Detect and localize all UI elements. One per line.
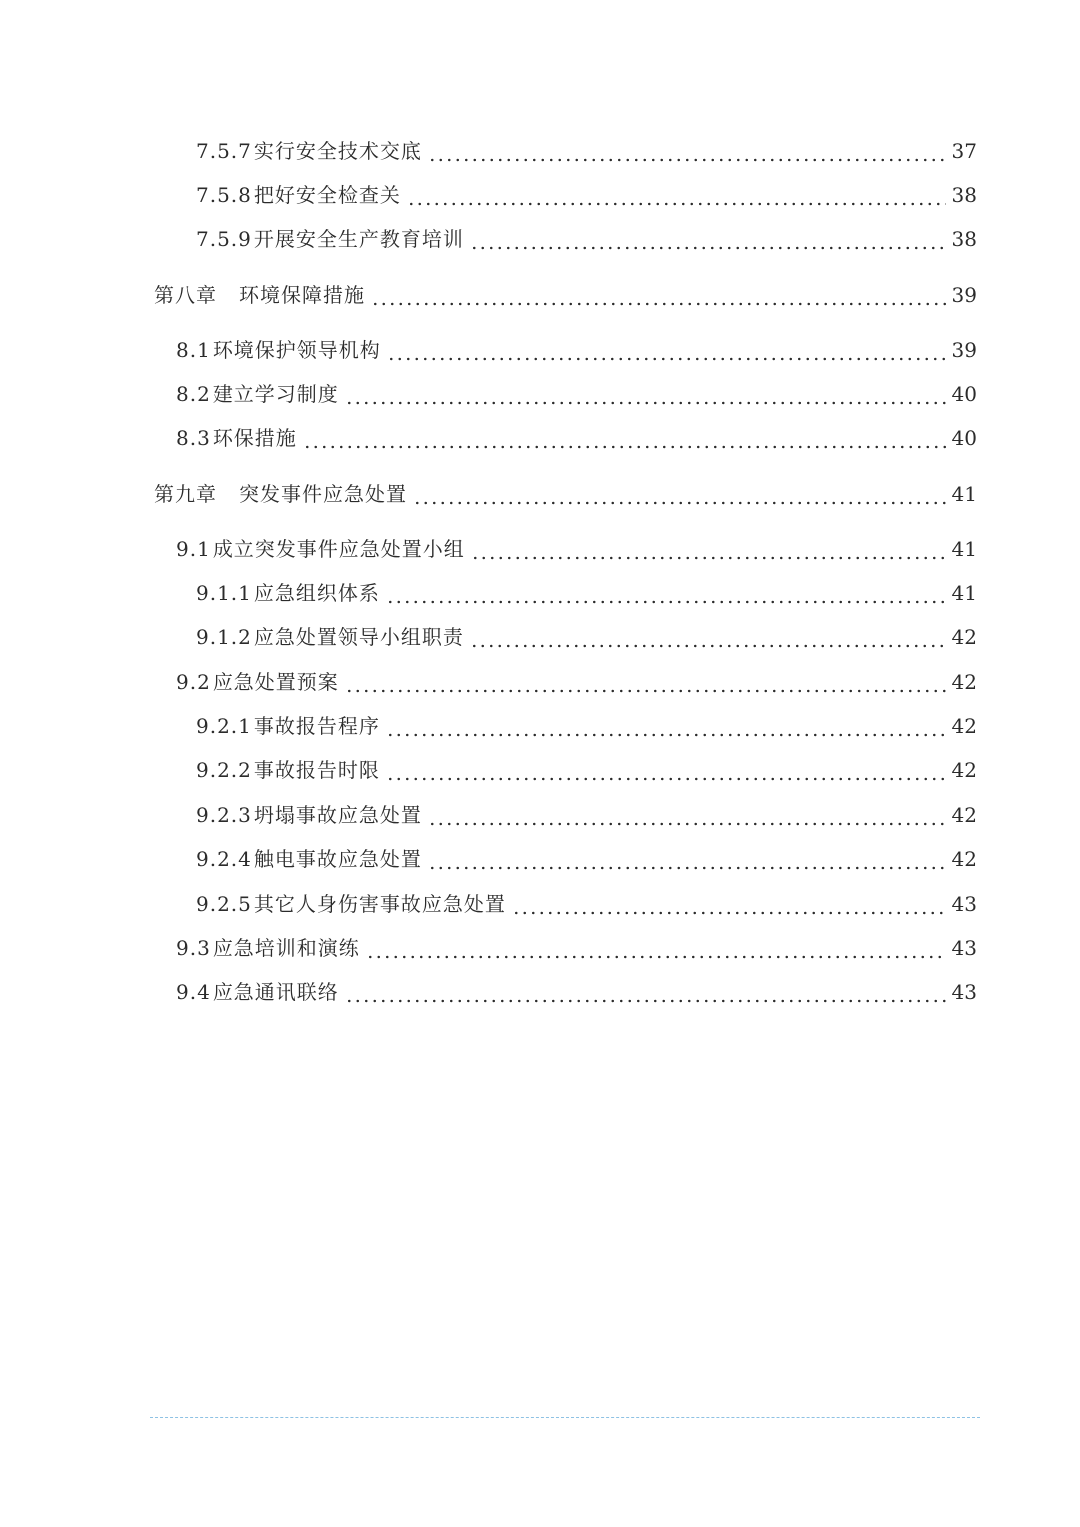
toc-entry-9-2-1[interactable] <box>196 711 977 741</box>
toc-entry-title: 应急处置领导小组职责 <box>253 625 464 649</box>
toc-entry-page-number: 42 <box>951 803 977 827</box>
toc-entry-7-5-7[interactable] <box>196 136 977 166</box>
toc-entry-title: 触电事故应急处置 <box>253 847 422 871</box>
toc-dot-leader <box>470 224 946 254</box>
toc-entry-7-5-8[interactable] <box>196 180 977 210</box>
toc-chapter-title: 突发事件应急处置 <box>239 482 407 506</box>
toc-entry-9-2-4[interactable] <box>196 844 977 874</box>
toc-entry-title: 应急培训和演练 <box>212 936 360 960</box>
toc-entry-title: 事故报告程序 <box>253 714 380 738</box>
toc-entry-page-number: 39 <box>951 283 977 307</box>
toc-dot-leader <box>371 280 946 310</box>
toc-entry-number: 9.3 <box>176 936 211 960</box>
toc-entry-8-3[interactable] <box>176 423 977 453</box>
toc-entry-number: 8.3 <box>176 426 211 450</box>
toc-entry-9-1[interactable] <box>176 534 977 564</box>
toc-entry-page-number: 42 <box>951 758 977 782</box>
toc-entry-number: 8.2 <box>176 382 211 406</box>
toc-entry-number: 9.2.1 <box>196 714 252 738</box>
toc-entry-9-2-2[interactable] <box>196 755 977 785</box>
toc-entry-title: 开展安全生产教育培训 <box>253 227 464 251</box>
toc-entry-page-number: 40 <box>951 382 977 406</box>
toc-entry-chapter-9[interactable] <box>154 479 977 509</box>
toc-entry-page-number: 42 <box>951 670 977 694</box>
toc-entry-9-2-3[interactable] <box>196 800 977 830</box>
toc-entry-page-number: 43 <box>951 892 977 916</box>
toc-dot-leader <box>428 844 946 874</box>
toc-dot-leader <box>366 933 946 963</box>
footer-divider <box>150 1417 980 1418</box>
toc-entry-page-number: 41 <box>951 581 977 605</box>
toc-entry-number: 7.5.9 <box>196 227 252 251</box>
toc-dot-leader <box>345 667 946 697</box>
toc-dot-leader <box>407 180 946 210</box>
toc-dot-leader <box>386 578 946 608</box>
toc-entry-9-3[interactable] <box>176 933 977 963</box>
toc-entry-8-1[interactable] <box>176 335 977 365</box>
toc-entry-number: 9.2 <box>176 670 211 694</box>
toc-entry-title: 事故报告时限 <box>253 758 380 782</box>
toc-entry-page-number: 43 <box>951 980 977 1004</box>
toc-entry-page-number: 43 <box>951 936 977 960</box>
toc-entry-title: 建立学习制度 <box>212 382 339 406</box>
toc-entry-title: 把好安全检查关 <box>253 183 401 207</box>
toc-entry-title: 应急通讯联络 <box>212 980 339 1004</box>
toc-entry-title: 应急组织体系 <box>253 581 380 605</box>
toc-entry-number: 9.1 <box>176 537 211 561</box>
toc-entry-number: 9.2.2 <box>196 758 252 782</box>
toc-entry-page-number: 37 <box>951 139 977 163</box>
toc-entry-page-number: 42 <box>951 847 977 871</box>
toc-entry-chapter-8[interactable] <box>154 280 977 310</box>
toc-entry-page-number: 39 <box>951 338 977 362</box>
toc-entry-number: 9.2.5 <box>196 892 252 916</box>
toc-entry-page-number: 38 <box>951 183 977 207</box>
toc-entry-9-4[interactable] <box>176 977 977 1007</box>
toc-dot-leader <box>345 977 946 1007</box>
toc-dot-leader <box>471 534 946 564</box>
toc-entry-page-number: 42 <box>951 625 977 649</box>
toc-entry-number: 9.4 <box>176 980 211 1004</box>
toc-entry-number: 9.1.1 <box>196 581 252 605</box>
toc-dot-leader <box>428 800 946 830</box>
toc-entry-title: 应急处置预案 <box>212 670 339 694</box>
toc-entry-page-number: 40 <box>951 426 977 450</box>
toc-entry-number: 7.5.8 <box>196 183 252 207</box>
toc-entry-9-2-5[interactable] <box>196 889 977 919</box>
toc-chapter-number: 第九章 <box>154 482 217 506</box>
toc-entry-page-number: 38 <box>951 227 977 251</box>
toc-dot-leader <box>387 335 946 365</box>
toc-entry-9-2[interactable] <box>176 667 977 697</box>
toc-dot-leader <box>386 755 946 785</box>
toc-entry-number: 9.2.4 <box>196 847 252 871</box>
toc-entry-number: 8.1 <box>176 338 211 362</box>
toc-entry-9-1-2[interactable] <box>196 622 977 652</box>
toc-chapter-number: 第八章 <box>154 283 217 307</box>
toc-dot-leader <box>413 479 946 509</box>
toc-dot-leader <box>470 622 946 652</box>
toc-entry-number: 7.5.7 <box>196 139 252 163</box>
toc-entry-page-number: 41 <box>951 537 977 561</box>
toc-entry-number: 9.2.3 <box>196 803 252 827</box>
toc-entry-9-1-1[interactable] <box>196 578 977 608</box>
toc-entry-number: 9.1.2 <box>196 625 252 649</box>
toc-entry-title: 环保措施 <box>212 426 297 450</box>
toc-dot-leader <box>428 136 946 166</box>
toc-entry-page-number: 41 <box>951 482 977 506</box>
toc-dot-leader <box>512 889 946 919</box>
toc-dot-leader <box>386 711 946 741</box>
toc-entry-7-5-9[interactable] <box>196 224 977 254</box>
toc-dot-leader <box>303 423 946 453</box>
toc-entry-title: 实行安全技术交底 <box>253 139 422 163</box>
toc-dot-leader <box>345 379 946 409</box>
toc-entry-title: 坍塌事故应急处置 <box>253 803 422 827</box>
toc-entry-title: 成立突发事件应急处置小组 <box>212 537 465 561</box>
toc-entry-page-number: 42 <box>951 714 977 738</box>
toc-entry-title: 环境保护领导机构 <box>212 338 381 362</box>
toc-chapter-title: 环境保障措施 <box>239 283 365 307</box>
toc-entry-8-2[interactable] <box>176 379 977 409</box>
toc-entry-title: 其它人身伤害事故应急处置 <box>253 892 506 916</box>
